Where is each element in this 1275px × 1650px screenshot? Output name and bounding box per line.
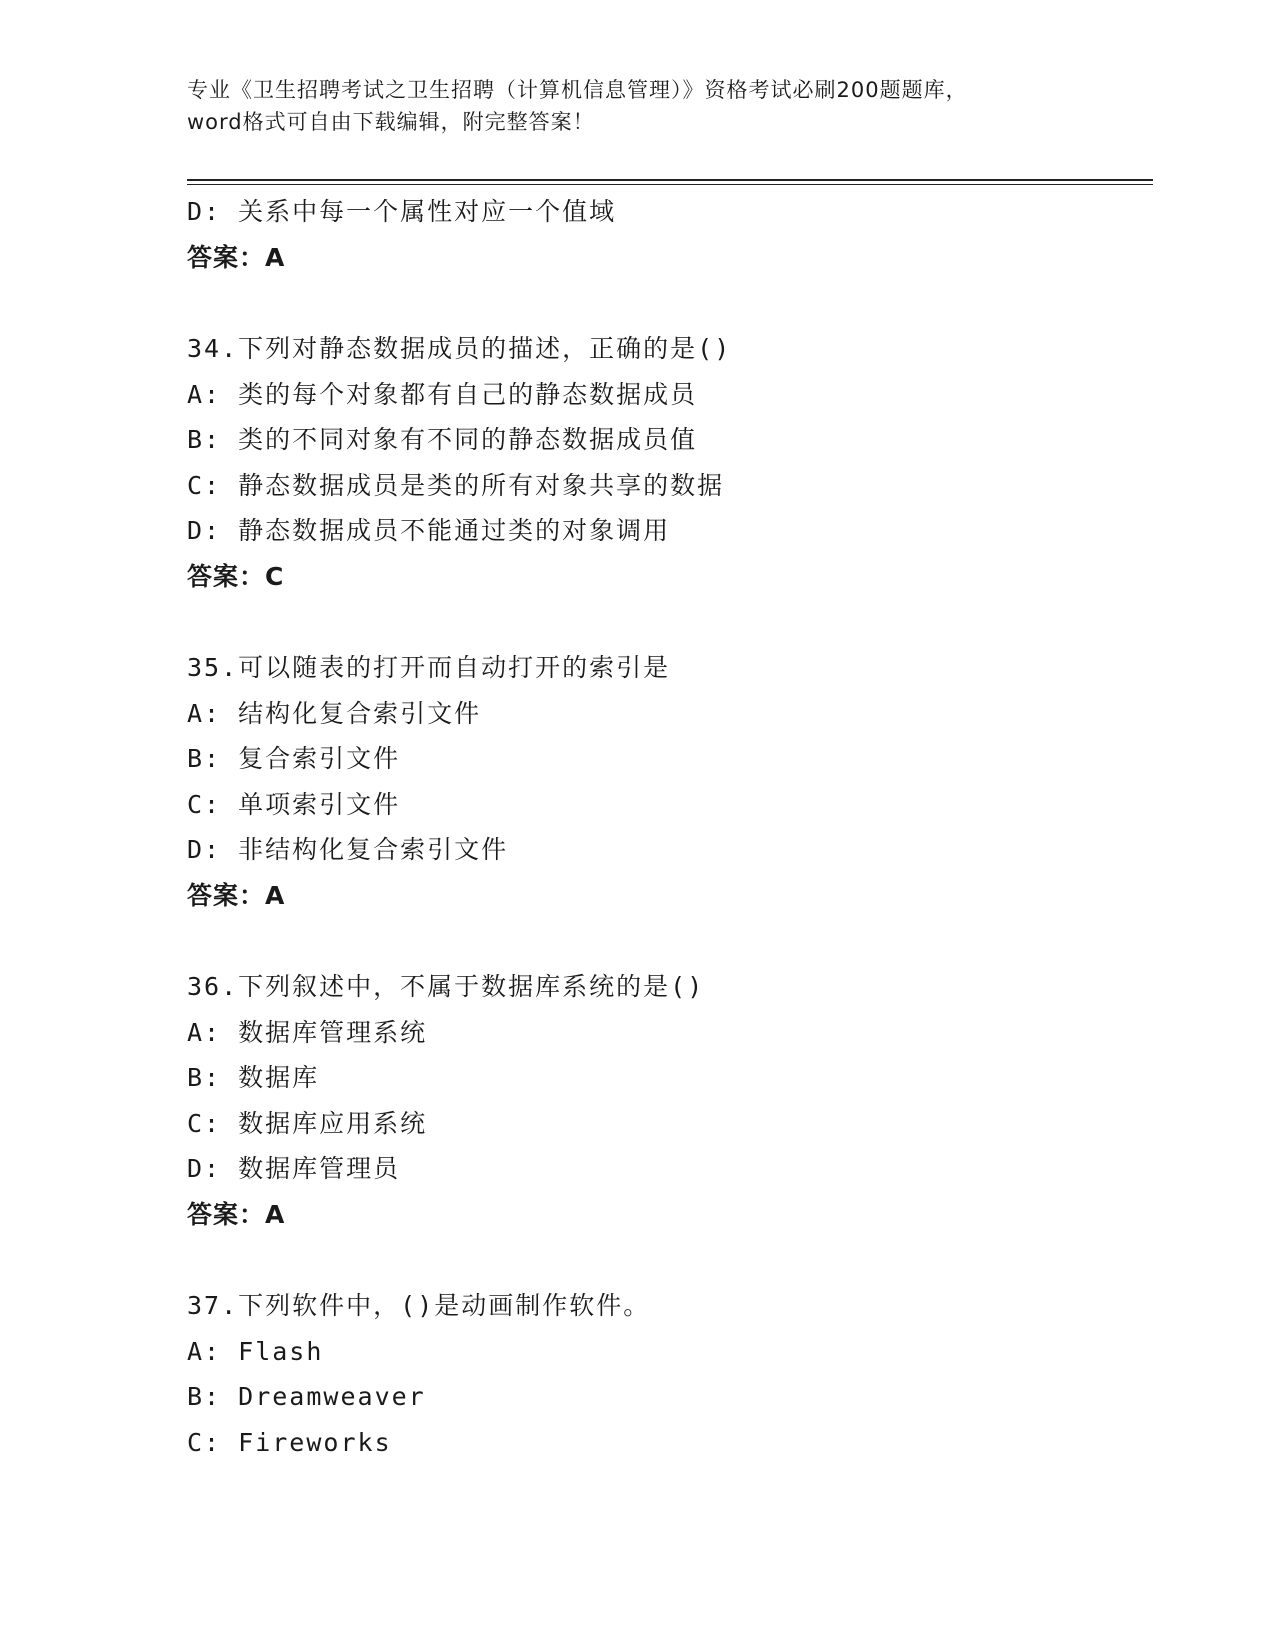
answer-label: 答案：C xyxy=(187,561,285,591)
option-a: A: 结构化复合索引文件 xyxy=(187,698,482,728)
option-d: D: 非结构化复合索引文件 xyxy=(187,835,509,864)
header-line-2: word格式可自由下载编辑，附完整答案！ xyxy=(187,110,595,134)
question-35 xyxy=(187,645,1153,918)
question-33-carryover xyxy=(187,189,1153,280)
question-stem: 35.可以随表的打开而自动打开的索引是 xyxy=(187,653,671,682)
question-36 xyxy=(187,964,1153,1237)
document-header xyxy=(187,74,1087,138)
option-a: A: Flash xyxy=(187,1336,324,1366)
question-stem: 34.下列对静态数据成员的描述，正确的是() xyxy=(187,334,732,363)
option-c: C: 静态数据成员是类的所有对象共享的数据 xyxy=(187,470,725,500)
answer-label: 答案：A xyxy=(187,880,286,910)
question-stem: 36.下列叙述中，不属于数据库系统的是() xyxy=(187,972,705,1001)
option-a: A: 类的每个对象都有自己的静态数据成员 xyxy=(187,379,698,409)
question-stem: 37.下列软件中，()是动画制作软件。 xyxy=(187,1291,651,1320)
option-d: D: 关系中每一个属性对应一个值域 xyxy=(187,197,617,226)
header-divider-thin xyxy=(187,184,1153,185)
question-spacer xyxy=(187,1237,1153,1283)
question-spacer xyxy=(187,599,1153,645)
option-b: B: 复合索引文件 xyxy=(187,744,401,773)
option-b: B: 数据库 xyxy=(187,1063,320,1092)
question-spacer xyxy=(187,918,1153,964)
question-37 xyxy=(187,1283,1153,1465)
header-divider-thick xyxy=(187,179,1153,181)
option-c: C: 数据库应用系统 xyxy=(187,1108,428,1138)
option-c: C: Fireworks xyxy=(187,1427,392,1457)
option-a: A: 数据库管理系统 xyxy=(187,1017,428,1047)
option-d: D: 数据库管理员 xyxy=(187,1154,401,1183)
option-b: B: Dreamweaver xyxy=(187,1382,426,1411)
answer-label: 答案：A xyxy=(187,1199,286,1229)
option-d: D: 静态数据成员不能通过类的对象调用 xyxy=(187,516,671,545)
question-34 xyxy=(187,326,1153,599)
option-c: C: 单项索引文件 xyxy=(187,789,401,819)
question-spacer xyxy=(187,280,1153,326)
question-list xyxy=(187,189,1153,1465)
header-line-1: 专业《卫生招聘考试之卫生招聘（计算机信息管理）》资格考试必刷200题题库， xyxy=(187,78,968,102)
option-b: B: 类的不同对象有不同的静态数据成员值 xyxy=(187,425,698,454)
answer-label: 答案：A xyxy=(187,242,286,272)
